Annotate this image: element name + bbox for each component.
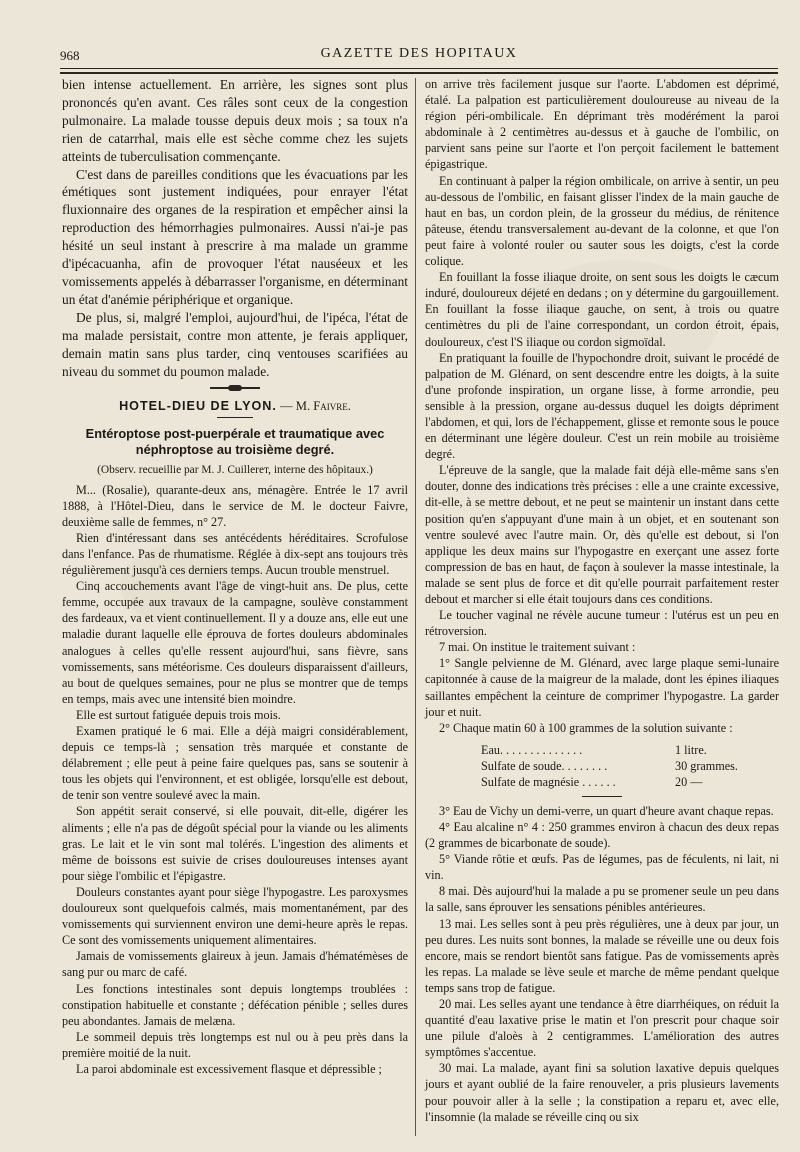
paragraph: 13 mai. Les selles sont à peu près régulières, une à deux par jour, un peu dures. Les nuits sont bonnes, la malade se réveille une ou deux fois encore, mais se rendort bientôt sans fatigue. Pas de vomissements après les repas. La malade se lève seule et marche de même pendant quelque temps sans trop de fatigue.	[425, 916, 779, 995]
paragraph: Rien d'intéressant dans ses antécédents héréditaires. Scrofulose dans l'enfance. Pas de rhumatisme. Réglée à dix-sept ans toujours très régulièrement jusqu'à ces derniers temps. Aucun trouble menstruel.	[62, 530, 408, 578]
paragraph: Les fonctions intestinales sont depuis longtemps troublées : constipation habituelle et constante ; défécation pénible ; selles dures peu abondantes. Jamais de melæna.	[62, 981, 408, 1028]
right-column	[425, 76, 779, 1125]
section-heading	[62, 398, 408, 414]
paragraph: Le toucher vaginal ne révèle aucune tumeur : l'utérus est un peu en rétroversion.	[425, 608, 779, 639]
prescription-formula	[481, 742, 751, 790]
paragraph: Jamais de vomissements glaireux à jeun. Jamais d'hématémèses de sang pur ou marc de café.	[62, 949, 408, 980]
paragraph: En fouillant la fosse iliaque droite, on sent sous les doigts le cæcum induré, douloureux déjeté en dedans ; on y détermine du gargouillement. En fouillant la fosse iliaque gauche, on sent, à trois ou quatre centimètres du pli de l'aine correspondant, un cordon étroit, épais, douloureux, c'est l'S iliaque ou cordon sigmoïdal.	[425, 270, 779, 349]
paragraph: 30 mai. La malade, ayant fini sa solution laxative depuis quelques jours et ayant oublié de la faire renouveler, a pris plusieurs lavements pour pouvoir aller à la selle ; la constipation a reparu et, avec elle, l'insomnie (la malade se réveille cinq ou six	[425, 1061, 779, 1124]
formula-row	[481, 758, 751, 774]
hospital-name: HOTEL-DIEU DE LYON.	[119, 399, 277, 414]
service-head: — M. Faivre.	[276, 399, 351, 414]
paragraph: 2° Chaque matin 60 à 100 grammes de la solution suivante :	[439, 720, 733, 735]
formula-quantity: 30 grammes.	[675, 758, 738, 773]
paragraph: La paroi abdominale est excessivement flasque et dépressible ;	[76, 1061, 382, 1076]
formula-row	[481, 742, 751, 758]
paragraph: bien intense actuellement. En arrière, les signes sont plus prononcés qu'en avant. Ces râles sont ceux de la congestion pulmonaire. La malade tousse depuis deux mois ; sa toux n'a rien de catarrhal, mais elle est sèche comme chez les sujets atteints de tuberculisation commençante.	[62, 77, 408, 164]
paragraph: 1° Sangle pelvienne de M. Glénard, avec large plaque semi-lunaire capitonnée à cause de la maigreur de la malade, dont les épines iliaques saillantes empêchent la ceinture de comprimer l'hypogastre. La garder jour et nuit.	[425, 656, 779, 719]
paragraph: Douleurs constantes ayant pour siège l'hypogastre. Les paroxysmes douloureux sont quelquefois calmés, mais momentanément, par des vomissements qui surviennent environ une demi-heure après le repas. Ce sont des vomissements uniquement alimentaires.	[62, 884, 408, 948]
paragraph: 20 mai. Les selles ayant une tendance à être diarrhéiques, on réduit la quantité d'eau laxative prise le matin et l'on prescrit pour chaque soir une pilule d'aloès à 2 centigrammes. L'amélioration des autres symptômes s'accentue.	[425, 996, 779, 1060]
page-header	[60, 44, 778, 66]
formula-ingredient: Sulfate de soude. . . . . . . .	[481, 758, 608, 773]
paragraph: 4° Eau alcaline n° 4 : 250 grammes environ à chacun des deux repas (2 grammes de bicarbonate de soude).	[425, 819, 779, 851]
header-rule	[60, 68, 778, 69]
observation-note: (Observ. recueillie par M. J. Cuillerет, interne des hôpitaux.)	[97, 463, 373, 476]
paragraph: En continuant à palper la région ombilicale, on arrive à sentir, un peu au-dessous de l'ombilic, en faisant glisser l'index de la main gauche de haut en bas, un cordon plein, de la grosseur du médius, de rénitence pâteuse, étendu transversalement au-devant de la colonne, et que l'on peut faire à volonté rouler ou sauter sous les doigts, c'est la corde colique.	[425, 173, 779, 269]
journal-title: GAZETTE DES HOPITAUX	[320, 46, 518, 61]
paragraph: C'est dans de pareilles conditions que les évacuations par les émétiques sont justement indiquées, pour enrayer l'état fluxionnaire des organes de la respiration et empêcher ainsi la reproduction des hémorrhagies pulmonaires. Aussi n'ai-je pas hésité un seul instant à prescrire à ma malade un gramme d'ipécacuanha, afin de provoquer l'état nauséeux et les vomissements appelés à débarrasser l'organisme, en déterminant un état d'anémie périphérique et organique.	[62, 166, 408, 307]
formula-row	[481, 774, 751, 790]
formula-rule	[582, 796, 622, 797]
page-number: 968	[60, 48, 80, 63]
section-divider-ornament	[210, 387, 260, 389]
paragraph: 3° Eau de Vichy un demi-verre, un quart d'heure avant chaque repas.	[439, 803, 774, 818]
paragraph: Son appétit serait conservé, si elle pouvait, dit-elle, digérer les aliments ; elle n'a pas de dégoût spécial pour la viande ou les aliments gras. Le lait et le vin sont mal tolérés. L'ingestion des aliments et même de boissons est suivie de crises douloureuses intenses ayant pour siège l'ombilic et l'épigastre.	[62, 804, 408, 883]
paragraph: De plus, si, malgré l'emploi, aujourd'hui, de l'ipéca, l'état de ma malade persistait, contre mon attente, je ferais appliquer, demain matin sans plus tarder, cinq ventouses scarifiées au niveau du sommet du poumon malade.	[62, 309, 408, 379]
paragraph: Elle est surtout fatiguée depuis trois mois.	[76, 707, 281, 722]
formula-quantity: 20 —	[675, 774, 703, 789]
formula-ingredient: Sulfate de magnésie . . . . . .	[481, 774, 616, 789]
short-rule	[217, 417, 253, 418]
paragraph: on arrive très facilement jusque sur l'aorte. L'abdomen est déprimé, étalé. La palpation est particulièrement douloureuse au niveau de la région péri-ombilicale. En déprimant très modérément la paroi abdominale à 2 centimètres au-dessus et à gauche de l'ombilic, on parvient sans peine sur l'aorte et l'on perçoit facilement le battement épigastrique.	[425, 77, 779, 172]
paragraph: Le sommeil depuis très longtemps est nul ou à peu près dans la première moitié de la nuit.	[62, 1029, 408, 1060]
paragraph: Cinq accouchements avant l'âge de vingt-huit ans. De plus, cette femme, occupée aux travaux de la campagne, soulève constamment des fardeaux, va et vient continuellement. Il y a douze ans, elle eut une maladie durant laquelle elle éprouva de fortes douleurs abdominales analogues à celles qu'elle ressent aujourd'hui, sans fièvre, sans vomissements, sans météorisme. Ces douleurs disparaissent d'ailleurs, au bout de quelques semaines, pour ne plus se montrer que de temps en temps, mais avec une intensité bien moindre.	[62, 579, 408, 706]
paragraph: 8 mai. Dès aujourd'hui la malade a pu se promener seule un peu dans la salle, sans éprouver les sensations pénibles antérieures.	[425, 884, 779, 915]
paragraph: L'épreuve de la sangle, que la malade fait déjà elle-même sans s'en douter, donne des indications très précises : elle a une crainte excessive, dit-elle, à se mettre debout, et ne peut se maintenir un instant dans cette position qu'en s'appuyant d'une main à un objet, et en soutenant son ventre soulevé avec l'autre main. Or, dès qu'elle est debout, si l'on applique les deux mains sur l'hypogastre en exerçant une assez forte compression de bas en haut, de façon à soulever la masse intestinale, la malade se sent plus de force et dit qu'elle pourrait parfaitement rester debout et marcher si elle était toujours dans ces conditions.	[425, 463, 779, 606]
case-title: Entéroptose post-puerpérale et traumatique avec néphroptose au troisième degré.	[85, 425, 385, 457]
column-divider	[415, 78, 416, 1136]
paragraph: 7 mai. On institue le traitement suivant :	[439, 640, 636, 655]
left-column	[62, 76, 408, 1077]
paragraph: En pratiquant la fouille de l'hypochondre droit, suivant le procédé de palpation de M. Glénard, on sent descendre entre les doigts, à la suite d'une profonde inspiration, un organe lisse, à forme arrondie, peu sensible à la pression, organe au-dessus duquel les doigts dépriment l'abdomen, et qui, lors de l'échappement, glisse et remonte sous le pouce en déterminant une légère douleur. C'est un rein mobile au troisième degré.	[425, 350, 779, 462]
header-rule-double	[60, 72, 778, 74]
formula-ingredient: Eau. . . . . . . . . . . . . .	[481, 742, 583, 757]
formula-quantity: 1 litre.	[675, 742, 707, 757]
paragraph: Examen pratiqué le 6 mai. Elle a déjà maigri considérablement, depuis ce temps-là ; sensation très marquée et constante de délabrement ; elle peut à peine faire quelques pas, sans se soutenir à tous les objets qui l'environnent, et est obligée, lorsqu'elle est debout, de tenir son ventre soulevé avec la main.	[62, 724, 408, 803]
paragraph: 5° Viande rôtie et œufs. Pas de légumes, pas de féculents, ni lait, ni vin.	[425, 852, 779, 883]
paragraph: M... (Rosalie), quarante-deux ans, ménagère. Entrée le 17 avril 1888, à l'Hôtel-Dieu, dans le service de M. le docteur Faivre, deuxième salle de femmes, n° 27.	[62, 482, 408, 529]
